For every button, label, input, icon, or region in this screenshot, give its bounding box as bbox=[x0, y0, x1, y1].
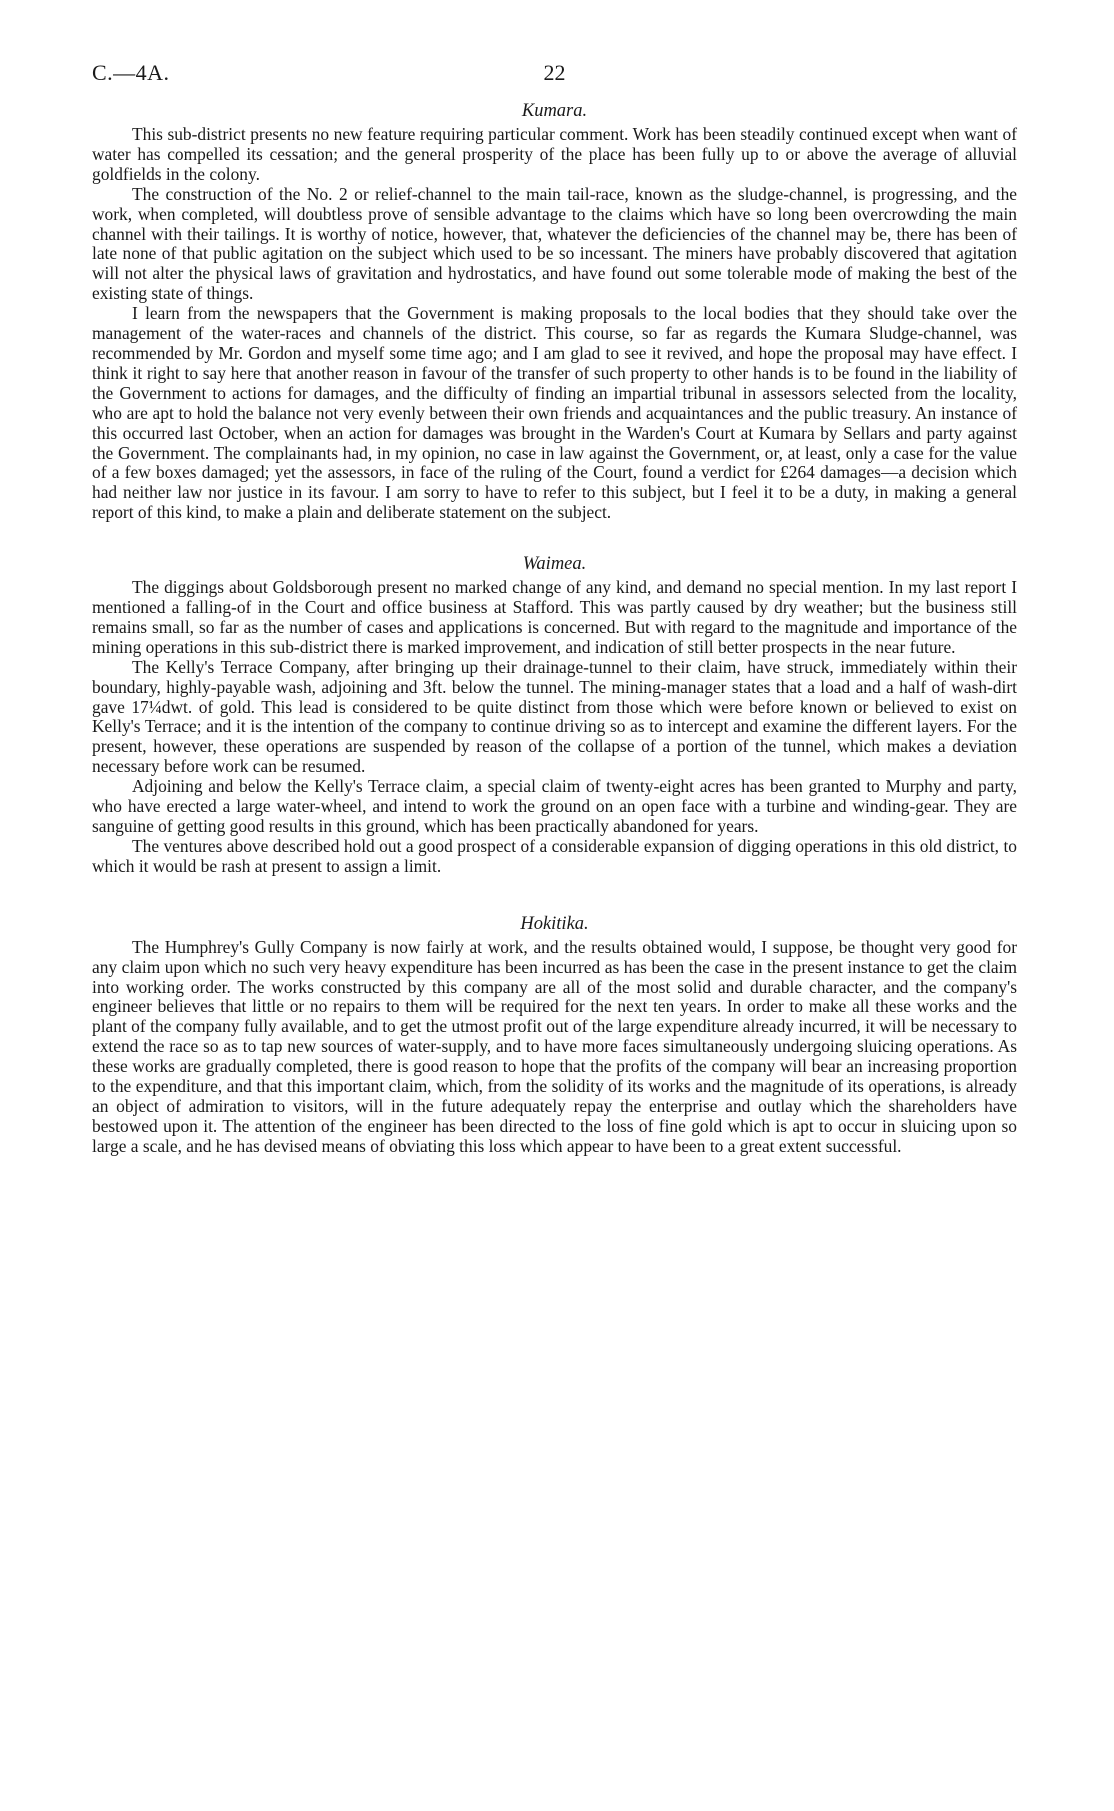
page-number: 22 bbox=[543, 60, 566, 85]
paragraph: The Humphrey's Gully Company is now fairly at work, and the results obtained would, I suppose, be thought very good for any claim upon which no such very heavy expenditure has been incurred as has been the case in the present instance to get the claim into working order. The works constructed by this company are all of the most solid and durable character, and the company's engineer believes that little or no repairs to them will be required for the next ten years. In order to make all these works and the plant of the company fully available, and to get the utmost profit out of the large expenditure already incurred, it will be necessary to extend the race so as to tap new sources of water-supply, and to have more faces simultaneously undergoing sluicing operations. As these works are gradually completed, there is good reason to hope that the profits of the company will bear an increasing proportion to the expenditure, and that this important claim, which, from the solidity of its works and the magnitude of its operations, is already an object of admiration to visitors, will in the future adequately repay the enterprise and outlay which the shareholders have bestowed upon it. The attention of the engineer has been directed to the loss of fine gold which is apt to occur in sluicing upon so large a scale, and he has devised means of obviating this loss which appear to have been to a great extent successful. bbox=[92, 936, 1017, 1156]
paragraph: The diggings about Goldsborough present no marked change of any kind, and demand no special mention. In my last report I mentioned a falling-of in the Court and office business at Stafford. This was partly caused by dry weather; but the business still remains small, so far as the number of cases and applications is concerned. But with regard to the magnitude and importance of the mining operations in this sub-district there is marked improvement, and indication of still better prospects in the near future. bbox=[92, 577, 1017, 657]
page-header bbox=[92, 0, 1017, 100]
document-page bbox=[92, 0, 1017, 1157]
section-waimea bbox=[92, 553, 1017, 877]
section-hokitika bbox=[92, 913, 1017, 1157]
paragraph: The construction of the No. 2 or relief-channel to the main tail-race, known as the sludge-channel, is progressing, and the work, when completed, will doubtless prove of sensible advantage to the claims which have so long been overcrowding the main channel with their tailings. It is worthy of notice, however, that, whatever the deficiencies of the channel may be, there has been of late none of that public agitation on the subject which used to be so incessant. The miners have probably discovered that agitation will not alter the physical laws of gravitation and hydrostatics, and have found out some tolerable mode of making the best of the existing state of things. bbox=[92, 183, 1017, 304]
paragraph: The ventures above described hold out a good prospect of a considerable expansion of digging operations in this old district, to which it would be rash at present to assign a limit. bbox=[92, 835, 1017, 876]
paragraph: This sub-district presents no new feature requiring particular comment. Work has been steadily continued except when want of water has compelled its cessation; and the general prosperity of the place has been fully up to or above the average of alluvial goldfields in the colony. bbox=[92, 124, 1017, 184]
paragraph: The Kelly's Terrace Company, after bringing up their drainage-tunnel to their claim, have struck, immediately within their boundary, highly-payable wash, adjoining and 3ft. below the tunnel. The mining-manager states that a load and a half of wash-dirt gave 17¼dwt. of gold. This lead is considered to be quite distinct from those which were before known or believed to exist on Kelly's Terrace; and it is the intention of the company to continue driving so as to intercept and examine the different layers. For the present, however, these operations are suspended by reason of the collapse of a portion of the tunnel, which makes a deviation necessary before work can be resumed. bbox=[92, 656, 1017, 777]
paragraph: Adjoining and below the Kelly's Terrace claim, a special claim of twenty-eight acres has been granted to Murphy and party, who have erected a large water-wheel, and intend to work the ground on an open face with a turbine and winding-gear. They are sanguine of getting good results in this ground, which has been practically abandoned for years. bbox=[92, 776, 1017, 836]
section-title: Kumara. bbox=[521, 101, 588, 121]
section-kumara bbox=[92, 100, 1017, 523]
section-title: Waimea. bbox=[522, 554, 587, 575]
document-reference: C.—4A. bbox=[92, 60, 170, 85]
paragraph: I learn from the newspapers that the Government is making proposals to the local bodies that they should take over the management of the water-races and channels of the district. This course, so far as regards the Kumara Sludge-channel, was recommended by Mr. Gordon and myself some time ago; and I am glad to see it revived, and hope the proposal may have effect. I think it right to say here that another reason in favour of the transfer of such property to other hands is to be found in the liability of the Government to actions for damages, and the difficulty of finding an impartial tribunal in assessors selected from the locality, who are apt to hold the balance not very evenly between their own friends and acquaintances and the public treasury. An instance of this occurred last October, when an action for damages was brought in the Warden's Court at Kumara by Sellars and party against the Government. The complainants had, in my opinion, no case in law against the Government, or, at least, only a case for the value of a few boxes damaged; yet the assessors, in face of the ruling of the Court, found a verdict for £264 damages—a decision which had neither law nor justice in its favour. I am sorry to have to refer to this subject, but I feel it to be a duty, in making a general report of this kind, to make a plain and deliberate statement on the subject. bbox=[92, 303, 1017, 523]
section-title: Hokitika. bbox=[520, 913, 589, 934]
